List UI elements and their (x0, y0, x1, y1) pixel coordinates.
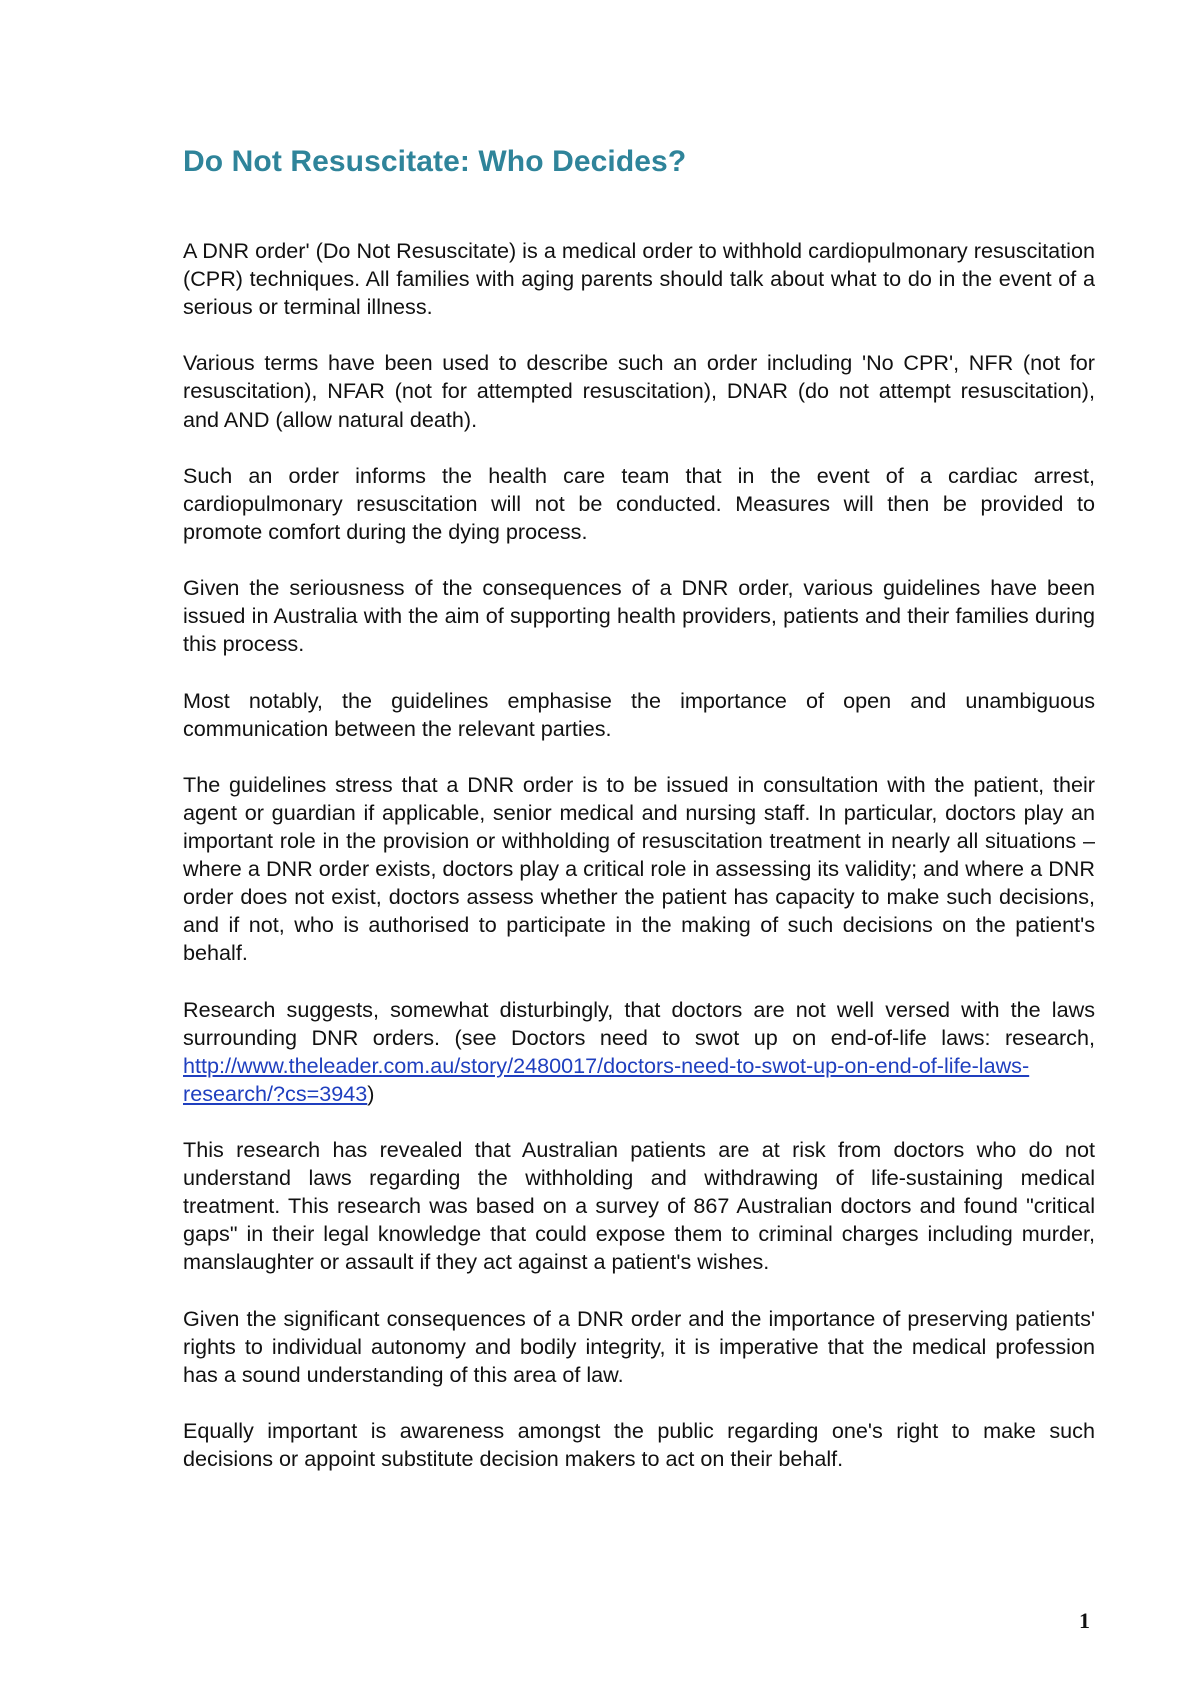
paragraph-guidelines-stress: The guidelines stress that a DNR order is to be issued in consultation with the patient, their agent or guardian if applicable, senior medical and nursing staff. In particular, doctors play an important role in the provision or withholding of resuscitation treatment in nearly all situations – where a DNR order exists, doctors play a critical role in assessing its validity; and where a DNR order does not exist, doctors assess whether the patient has capacity to make such decisions, and if not, who is authorised to participate in the making of such decisions on the patient's behalf. (183, 771, 1095, 966)
paragraph-order-informs: Such an order informs the health care team that in the event of a cardiac arrest, cardiopulmonary resuscitation will not be conducted. Measures will then be provided to promote comfort during the dying process. (183, 462, 1095, 544)
paragraph-research-revealed: This research has revealed that Australian patients are at risk from doctors who do not understand laws regarding the withholding and withdrawing of life-sustaining medical treatment. This research was based on a survey of 867 Australian doctors and found "critical gaps" in their legal knowledge that could expose them to criminal charges including murder, manslaughter or assault if they act against a patient's wishes. (183, 1137, 1095, 1275)
paragraph-public-awareness: Equally important is awareness amongst the public regarding one's right to make such decisions or appoint substitute decision makers to act on their behalf. (183, 1417, 1095, 1472)
document-title: Do Not Resuscitate: Who Decides? (183, 145, 687, 178)
paragraph-guidelines-issued: Given the seriousness of the consequences of a DNR order, various guidelines have been issued in Australia with the aim of supporting health providers, patients and their families during this process. (183, 575, 1095, 657)
paragraph-significant-consequences: Given the significant consequences of a DNR order and the importance of preserving patients' rights to individual autonomy and bodily integrity, it is imperative that the medical profession has a sound understanding of this area of law. (183, 1305, 1095, 1387)
paragraph-research (183, 996, 1095, 1108)
page-number: 1 (1079, 1608, 1090, 1633)
document-body (183, 237, 1095, 1501)
paragraph-terms: Various terms have been used to describe such an order including 'No CPR', NFR (not for resuscitation), NFAR (not for attempted resuscitation), DNAR (do not attempt resuscitation), and AND (allow natural death). (183, 350, 1095, 432)
paragraph-dnr-definition: A DNR order' (Do Not Resuscitate) is a medical order to withhold cardiopulmonary resuscitation (CPR) techniques. All families with aging parents should talk about what to do in the event of a serious or terminal illness. (183, 238, 1095, 320)
research-link[interactable]: http://www.theleader.com.au/story/2480017/doctors-need-to-swot-up-on-end-of-life-laws-research/?cs=3943 (183, 1052, 1030, 1106)
research-text-after-link: ) (367, 1080, 375, 1106)
research-text-before-link: Research suggests, somewhat disturbingly, that doctors are not well versed with the laws surrounding DNR orders. (see Doctors need to swot up on end-of-life laws: research, (183, 996, 1095, 1050)
paragraph-communication: Most notably, the guidelines emphasise the importance of open and unambiguous communication between the relevant parties. (183, 687, 1095, 741)
